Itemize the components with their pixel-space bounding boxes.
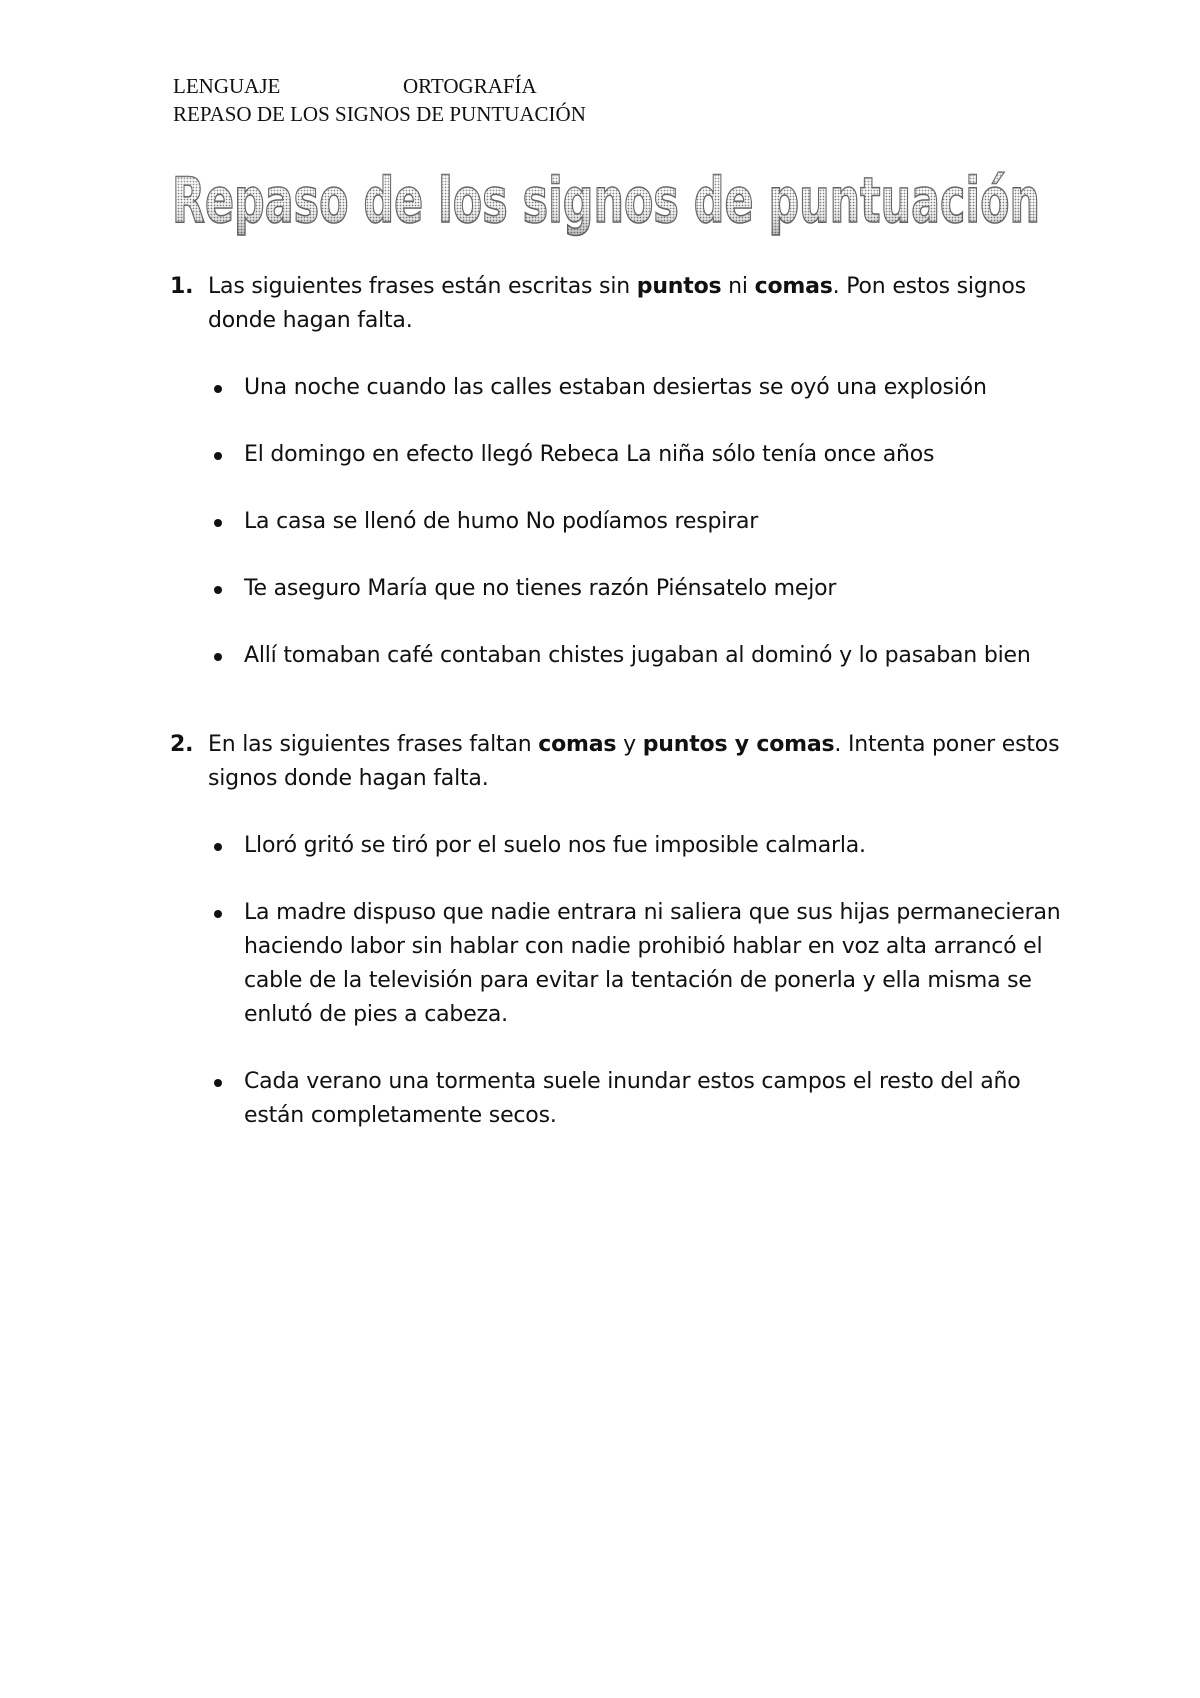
instruction-bold: comas [754,274,833,299]
exercise-1 [170,270,1070,673]
bullet-icon [214,653,222,661]
sentence-text: El domingo en efecto llegó Rebeca La niña sólo tenía once años [244,442,935,467]
page-title: Repaso de los signos de puntuación [172,164,1040,237]
instruction-bold: puntos [636,274,722,299]
instruction-text: ni [721,274,755,299]
subject-label: LENGUAJE [173,74,281,98]
sentence-text: Cada verano una tormenta suele inundar estos campos el resto del año están completamente secos. [244,1069,1021,1128]
bullet-icon [214,385,222,393]
bullet-icon [214,843,222,851]
sentence-text: Allí tomaban café contaban chistes jugaban al dominó y lo pasaban bien [244,643,1031,668]
sentence-item [170,1065,1070,1133]
bullet-icon [214,452,222,460]
bullet-icon [214,1079,222,1087]
instruction-text: . Intenta poner estos signos donde hagan falta. [208,732,1060,791]
sentence-item [170,505,1070,539]
sentence-text: Una noche cuando las calles estaban desiertas se oyó una explosión [244,375,987,400]
topic-label: ORTOGRAFÍA [403,74,537,98]
bullet-icon [214,910,222,918]
worksheet-header [173,72,586,128]
sentence-item [170,438,1070,472]
sentence-list [170,371,1070,673]
exercise-instructions [208,728,1070,796]
sentence-item [170,371,1070,405]
worksheet-content [170,270,1070,1133]
sentence-list [170,829,1070,1133]
wordart-title [168,162,1048,242]
bullet-icon [214,586,222,594]
sentence-text: Lloró gritó se tiró por el suelo nos fue imposible calmarla. [244,833,866,858]
sentence-item [170,829,1070,863]
bullet-icon [214,519,222,527]
sentence-text: Te aseguro María que no tienes razón Piénsatelo mejor [244,576,837,601]
sentence-text: La casa se llenó de humo No podíamos respirar [244,509,759,534]
instruction-text: Las siguientes frases están escritas sin [208,274,637,299]
instruction-text: . Pon estos signos donde hagan falta. [208,274,1026,333]
instruction-bold: comas [538,732,617,757]
sentence-item [170,896,1070,1032]
sentence-item [170,639,1070,673]
exercise-instructions [208,270,1070,338]
header-row-1 [173,72,586,100]
header-subtitle: REPASO DE LOS SIGNOS DE PUNTUACIÓN [173,102,586,126]
instruction-text: En las siguientes frases faltan [208,732,539,757]
instruction-text: y [616,732,643,757]
sentence-text: La madre dispuso que nadie entrara ni saliera que sus hijas permanecieran haciendo labor sin hablar con nadie prohibió hablar en voz alta arrancó el cable de la televisión para evitar la tentación de ponerla y ella misma se enlutó de pies a cabeza. [244,900,1061,1027]
page-title-shade: Repaso de los signos de puntuación [172,164,1040,237]
instruction-bold: puntos y comas [642,732,835,757]
exercise-number: 2. [170,732,194,757]
exercise-number: 1. [170,274,194,299]
exercise-2 [170,728,1070,1133]
sentence-item [170,572,1070,606]
